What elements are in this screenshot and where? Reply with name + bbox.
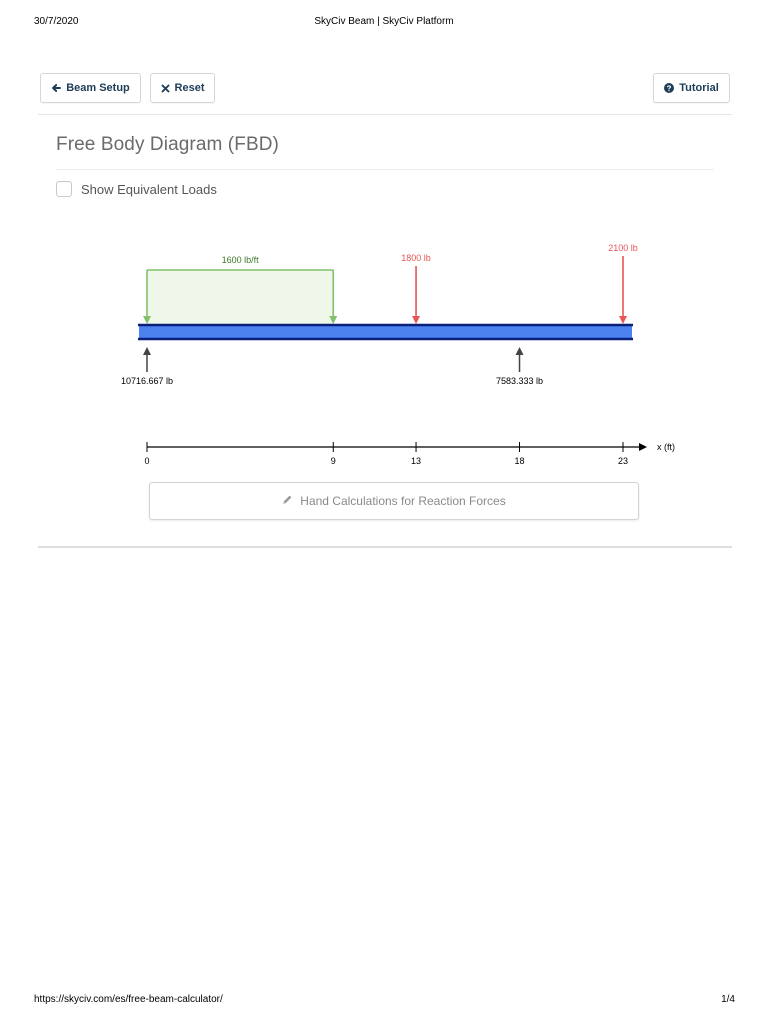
x-axis-tick-label: 18 [514, 456, 525, 466]
point-load-arrowhead [619, 316, 627, 324]
pencil-icon [282, 494, 293, 508]
point-load-label: 1800 lb [401, 253, 431, 263]
print-title: SkyCiv Beam | SkyCiv Platform [314, 16, 454, 27]
x-axis-tick-label: 9 [330, 456, 336, 466]
print-url: https://skyciv.com/es/free-beam-calculator/ [34, 994, 223, 1005]
x-axis-tick-label: 23 [617, 456, 629, 466]
panel-title: Free Body Diagram (FBD) [56, 134, 279, 155]
hand-calculations-button[interactable] [149, 482, 639, 520]
beam [139, 325, 632, 339]
tutorial-label: Tutorial [679, 82, 719, 94]
print-footer [0, 994, 768, 1008]
beam-setup-label: Beam Setup [66, 82, 130, 94]
point-load-arrowhead [412, 316, 420, 324]
reaction-arrowhead [516, 347, 524, 355]
x-axis-tick-label: 13 [411, 456, 422, 466]
reaction-label: 7583.333 lb [495, 376, 544, 386]
x-axis-label: x (ft) [657, 442, 675, 452]
x-axis-tick-label: 0 [144, 456, 150, 466]
print-date: 30/7/2020 [34, 16, 79, 27]
print-page-number: 1/4 [721, 994, 735, 1005]
reaction-label: 10716.667 lb [120, 376, 174, 386]
panel-divider [38, 546, 732, 548]
free-body-diagram [0, 0, 768, 480]
point-load-label: 2100 lb [608, 243, 638, 253]
distributed-load-label: 1600 lb/ft [221, 255, 259, 265]
x-axis-arrowhead [639, 443, 647, 451]
reaction-arrowhead [143, 347, 151, 355]
distributed-load-area [147, 270, 333, 324]
hand-calculations-label: Hand Calculations for Reaction Forces [300, 494, 506, 508]
reset-label: Reset [174, 82, 205, 94]
show-equivalent-loads-label: Show Equivalent Loads [81, 181, 217, 197]
